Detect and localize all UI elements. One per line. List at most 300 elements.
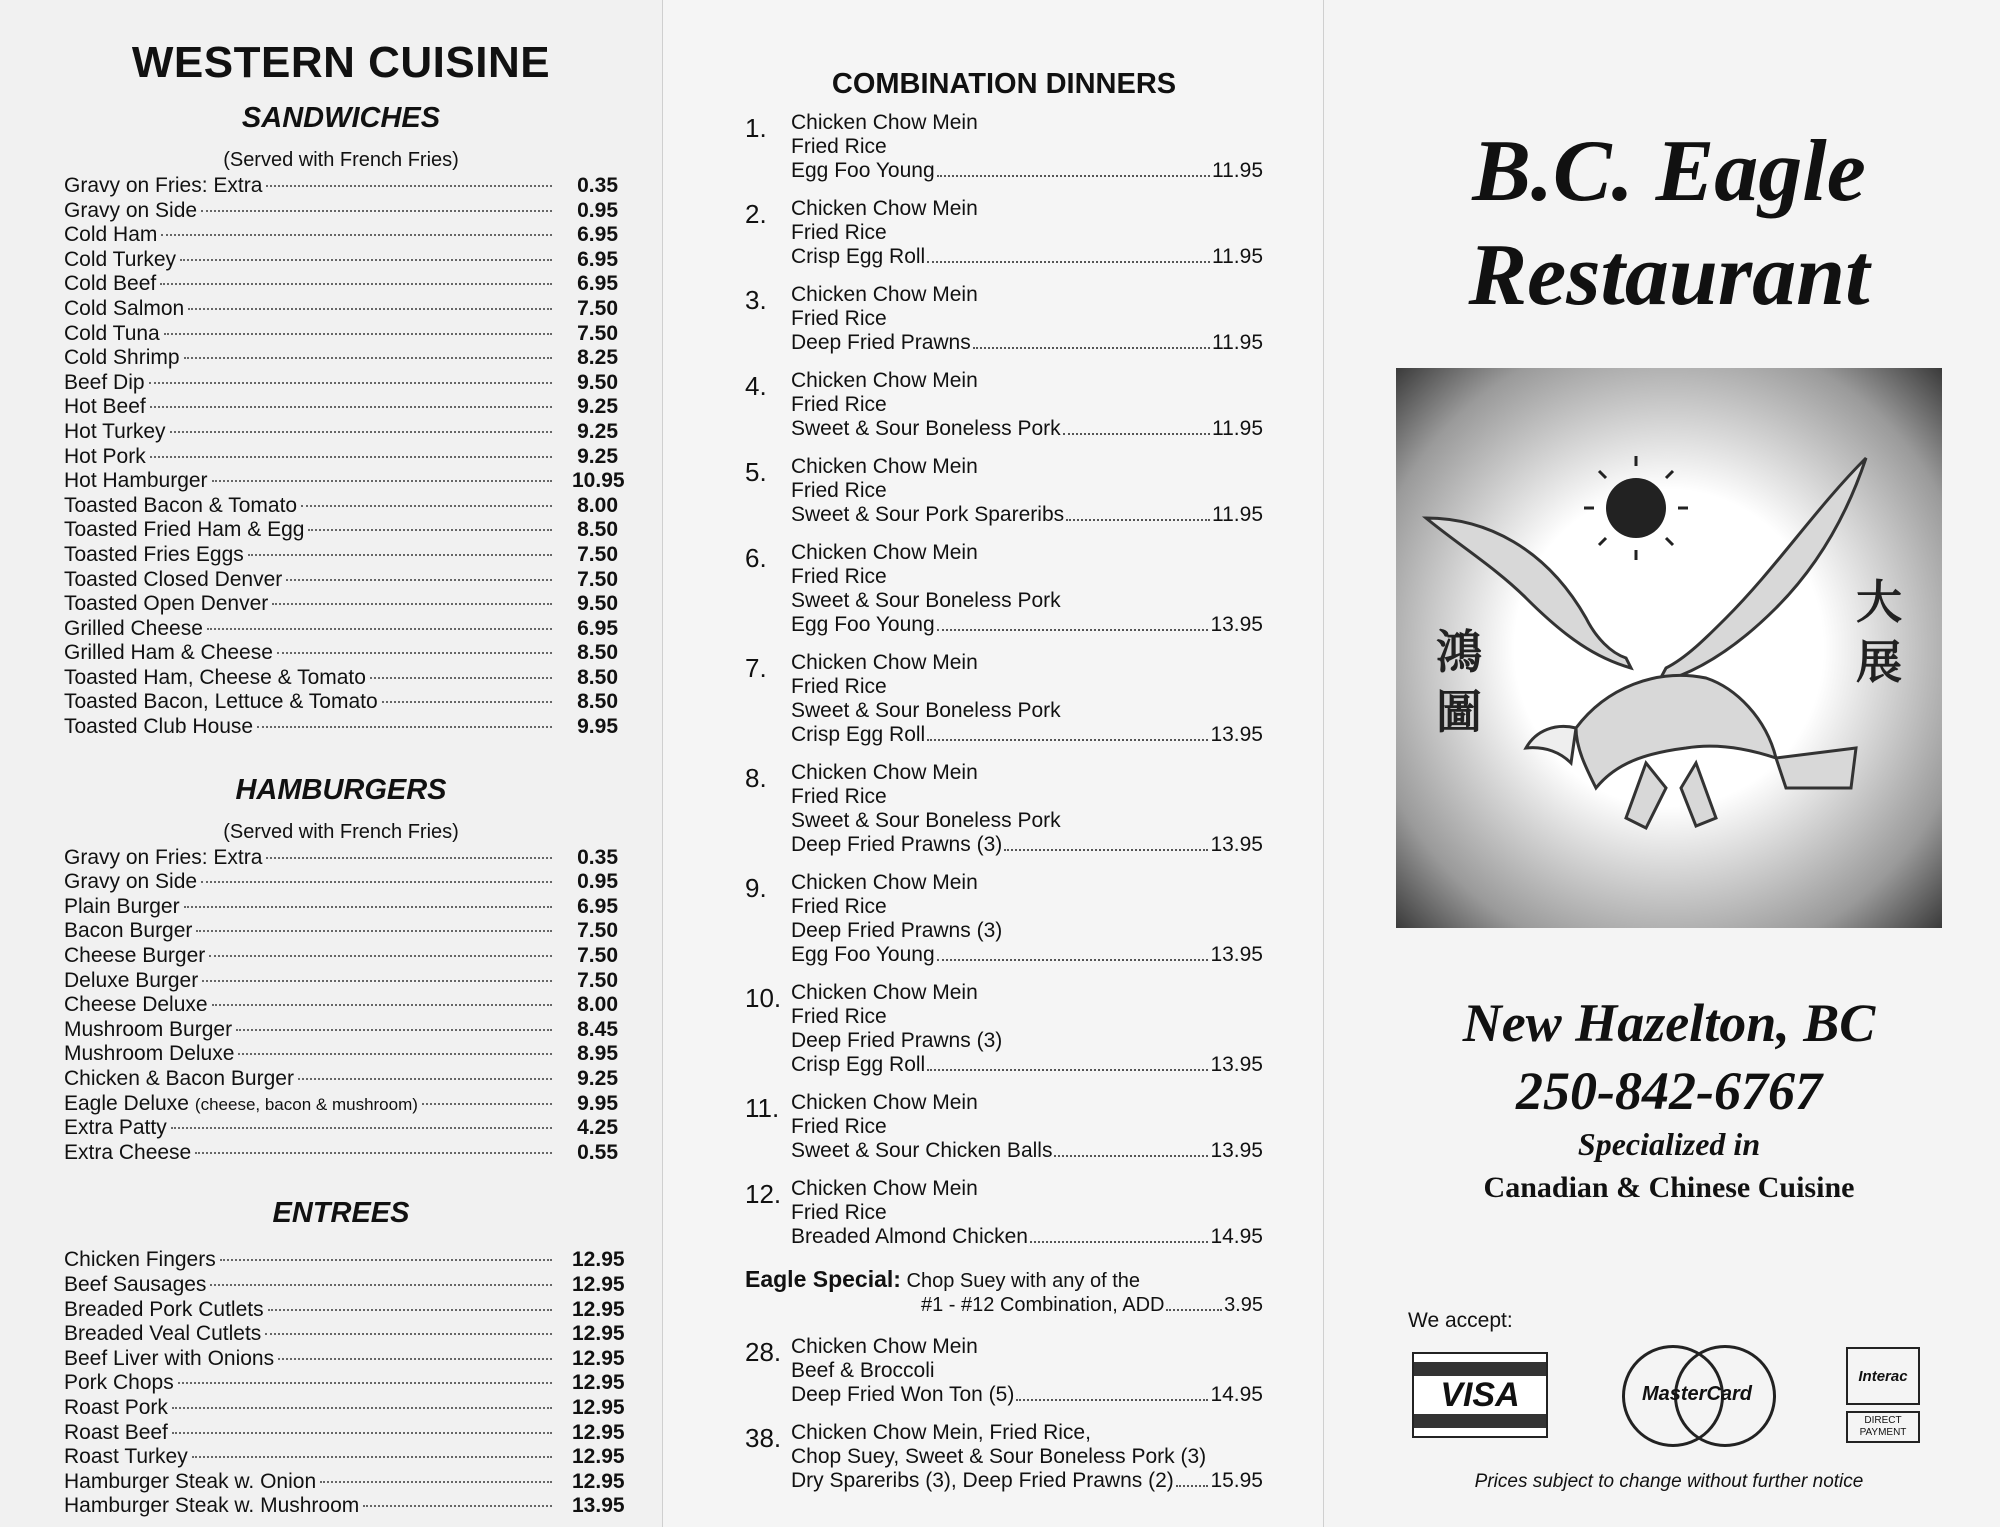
combo-line [791, 1139, 1263, 1163]
combo-dish: Fried Rice [791, 135, 887, 158]
menu-item [64, 494, 618, 519]
combo-dinner [745, 871, 1263, 967]
menu-item [64, 641, 618, 666]
combo-dinner [745, 541, 1263, 637]
menu-item-price: 0.95 [577, 870, 618, 894]
leader-dots [178, 1382, 552, 1384]
menu-item-price: 8.50 [577, 690, 618, 714]
eagle-special [745, 1267, 1263, 1317]
entrees-list [64, 1248, 625, 1519]
leader-dots [195, 1152, 552, 1154]
menu-item [64, 617, 618, 642]
leader-dots [937, 937, 1209, 961]
combo-dinner [745, 369, 1263, 441]
combo-dish: Chicken Chow Mein [791, 761, 978, 784]
menu-item-price: 12.95 [572, 1371, 625, 1395]
menu-item-name: Eagle Deluxe [64, 1091, 189, 1115]
combo-dinner [745, 981, 1263, 1077]
menu-item-price: 9.95 [577, 1091, 618, 1115]
combo-dish: Fried Rice [791, 221, 887, 244]
combo-line [791, 943, 1263, 967]
leader-dots [212, 1004, 552, 1006]
menu-item [64, 1420, 625, 1446]
menu-item-name: Breaded Veal Cutlets [64, 1322, 262, 1346]
combo-line [791, 1225, 1263, 1249]
menu-item [64, 518, 618, 543]
combo-dish: Fried Rice [791, 1115, 887, 1138]
combo-lines [791, 455, 1263, 527]
combo-line [791, 833, 1263, 857]
leader-dots [192, 1456, 552, 1458]
combination-list [745, 111, 1263, 1249]
leader-dots [268, 1309, 552, 1311]
combo-line [791, 417, 1263, 441]
hamburgers-heading: HAMBURGERS [235, 773, 447, 806]
menu-item-name: Grilled Ham & Cheese [64, 641, 273, 665]
combo-dish: Chicken Chow Mein [791, 1335, 978, 1358]
hamburgers-list [64, 846, 618, 1166]
menu-item-name: Gravy on Fries: Extra [64, 174, 263, 197]
menu-item-price: 7.50 [577, 542, 618, 566]
sandwiches-list [64, 174, 625, 740]
entrees-heading: ENTREES [272, 1197, 410, 1230]
menu-item-name: Toasted Closed Denver [64, 567, 283, 591]
menu-item [64, 297, 618, 322]
leader-dots [278, 1358, 552, 1360]
menu-item [64, 1395, 625, 1421]
leader-dots [184, 906, 552, 908]
combo-number: 7. [745, 653, 767, 683]
combo-dinner [745, 1177, 1263, 1249]
combo-dish: Fried Rice [791, 393, 887, 416]
menu-item-name: Hamburger Steak w. Onion [64, 1469, 317, 1493]
menu-item [64, 1018, 618, 1043]
menu-item-price: 9.25 [577, 395, 618, 419]
combo-price: 14.95 [1210, 1383, 1263, 1406]
combo-dish: Sweet & Sour Boneless Pork [791, 589, 1061, 612]
menu-item [64, 1116, 618, 1141]
menu-item-price: 0.35 [577, 845, 618, 869]
menu-item [64, 666, 618, 691]
menu-item-price: 6.95 [577, 272, 618, 296]
menu-item-price: 6.95 [577, 894, 618, 918]
restaurant-name-line1: B.C. Eagle [1472, 123, 1866, 220]
leader-dots [150, 456, 552, 458]
combo-price: 11.95 [1212, 331, 1263, 354]
leader-dots [265, 1333, 552, 1335]
combo-dish: Chicken Chow Mein [791, 283, 978, 306]
payment-methods [1412, 1345, 1920, 1445]
menu-item-price: 9.50 [577, 370, 618, 394]
combo-dish: Beef & Broccoli [791, 1359, 935, 1382]
combo-price: 13.95 [1210, 723, 1263, 746]
menu-item [64, 174, 618, 199]
leader-dots [149, 382, 552, 384]
menu-item-name: Cheese Deluxe [64, 993, 208, 1017]
combo-lines [791, 283, 1263, 355]
combo-dinner [745, 283, 1263, 355]
leader-dots [257, 726, 552, 728]
combo-lines [791, 651, 1263, 747]
leader-dots [170, 431, 552, 433]
leader-dots [266, 185, 552, 187]
combo-dish: Chicken Chow Mein [791, 1091, 978, 1114]
leader-dots [363, 1505, 552, 1507]
menu-item-name: Mushroom Deluxe [64, 1042, 235, 1066]
menu-item-price: 7.50 [577, 968, 618, 992]
combo-line [791, 111, 1263, 135]
leader-dots [201, 881, 552, 883]
combo-dish: Deep Fried Prawns [791, 331, 971, 354]
menu-item-price: 8.25 [577, 346, 618, 370]
leader-dots [927, 239, 1210, 263]
combo-dish: Deep Fried Prawns (3) [791, 919, 1003, 942]
menu-item-price: 0.35 [577, 174, 618, 197]
combo-price: 13.95 [1210, 833, 1263, 856]
sandwiches-note: (Served with French Fries) [223, 149, 459, 171]
menu-item [64, 1141, 618, 1166]
combo-number: 8. [745, 763, 767, 793]
combo-dish: Chicken Chow Mein [791, 455, 978, 478]
leader-dots [172, 1432, 552, 1434]
leader-dots [382, 701, 552, 703]
eagle-special-label: Eagle Special: [745, 1266, 901, 1292]
leader-dots [236, 1029, 552, 1031]
leader-dots [196, 930, 552, 932]
eagle-logo-image [1396, 368, 1942, 928]
combo-line [791, 159, 1263, 183]
leader-dots [1166, 1287, 1222, 1311]
combo-dinner [745, 111, 1263, 183]
menu-item-price: 12.95 [572, 1395, 625, 1419]
combo-dish: Chicken Chow Mein [791, 197, 978, 220]
we-accept-label: We accept: [1408, 1309, 1513, 1332]
menu-item-name: Gravy on Fries: Extra [64, 845, 263, 869]
combo-dish: Crisp Egg Roll [791, 723, 926, 746]
combo-dish: Chicken Chow Mein [791, 651, 978, 674]
combo-number: 6. [745, 543, 767, 573]
hamburgers-note: (Served with French Fries) [223, 820, 459, 843]
menu-item-name: Toasted Fries Eggs [64, 542, 244, 566]
menu-item-price: 8.45 [577, 1017, 618, 1041]
combo-dish: Deep Fried Prawns (3) [791, 833, 1003, 856]
combo-lines [791, 541, 1263, 637]
menu-item [64, 371, 618, 396]
leader-dots [209, 955, 552, 957]
menu-item-price: 12.95 [572, 1248, 625, 1272]
eagle-special-line1: Chop Suey with any of the [906, 1270, 1141, 1292]
combo-line [791, 245, 1263, 269]
menu-item-name: Roast Beef [64, 1420, 168, 1444]
menu-item-name: Extra Cheese [64, 1140, 192, 1164]
combo-number: 1. [745, 113, 767, 143]
menu-item-name: Beef Sausages [64, 1272, 207, 1296]
combo-line [791, 895, 1263, 919]
combo-dish: Chicken Chow Mein [791, 1177, 978, 1200]
combo-dish: Sweet & Sour Boneless Pork [791, 809, 1061, 832]
combo-dish: Fried Rice [791, 565, 887, 588]
menu-item-price: 6.95 [577, 247, 618, 271]
menu-item-name: Hot Turkey [64, 419, 166, 443]
leader-dots [298, 1078, 552, 1080]
menu-item-name: Roast Turkey [64, 1445, 188, 1469]
menu-item-price: 10.95 [572, 469, 625, 493]
menu-item-price: 9.95 [577, 715, 618, 739]
restaurant-name-line2: Restaurant [1468, 227, 1870, 324]
combo-dish: Fried Rice [791, 785, 887, 808]
menu-item-name: Roast Pork [64, 1395, 168, 1419]
combo-dish: Sweet & Sour Boneless Pork [791, 699, 1061, 722]
menu-item-name: Cold Beef [64, 272, 157, 296]
combo-line [791, 785, 1263, 809]
combo-line [791, 1177, 1263, 1201]
leader-dots [973, 325, 1210, 349]
leader-dots [150, 406, 552, 408]
menu-item-name: Extra Patty [64, 1116, 167, 1140]
leader-dots [1176, 1463, 1209, 1487]
extra-dinners-list [745, 1335, 1263, 1493]
leader-dots [1054, 1133, 1208, 1157]
combo-line [791, 565, 1263, 589]
combo-dish: Egg Foo Young [791, 943, 935, 966]
menu-item-price: 12.95 [572, 1420, 625, 1444]
leader-dots [210, 1284, 552, 1286]
menu-item-price: 12.95 [572, 1322, 625, 1346]
combo-line [791, 331, 1263, 355]
menu-item-price: 12.95 [572, 1346, 625, 1370]
menu-item-name: Cold Shrimp [64, 346, 180, 370]
leader-dots [164, 333, 552, 335]
sandwiches-heading: SANDWICHES [241, 102, 441, 134]
combo-dish: Chicken Chow Mein [791, 981, 978, 1004]
menu-item-name: Chicken Fingers [64, 1248, 216, 1272]
leader-dots [1066, 497, 1210, 521]
combo-line [791, 871, 1263, 895]
menu-item-price: 7.50 [577, 567, 618, 591]
combo-price: 11.95 [1212, 503, 1263, 526]
combo-number: 10. [745, 983, 782, 1013]
mastercard-logo-icon: MasterCard [1622, 1345, 1772, 1445]
combo-dish: Deep Fried Prawns (3) [791, 1029, 1003, 1052]
combo-dinner [745, 1335, 1263, 1407]
combo-dish: Fried Rice [791, 1005, 887, 1028]
menu-item [64, 944, 618, 969]
combo-line [791, 761, 1263, 785]
eagle-special-price: 3.95 [1224, 1294, 1263, 1316]
combo-lines [791, 761, 1263, 857]
combination-dinners-panel [662, 0, 1324, 1527]
leader-dots [937, 607, 1209, 631]
menu-item-name: Deluxe Burger [64, 968, 199, 992]
leader-dots [238, 1053, 552, 1055]
menu-item-name: Toasted Fried Ham & Egg [64, 518, 305, 542]
combo-dish: Crisp Egg Roll [791, 1053, 926, 1076]
combo-dish: Sweet & Sour Pork Spareribs [791, 503, 1065, 526]
combo-dish: Fried Rice [791, 675, 887, 698]
menu-item-name: Gravy on Side [64, 870, 198, 894]
leader-dots [266, 857, 552, 859]
menu-item-name: Toasted Ham, Cheese & Tomato [64, 665, 366, 689]
leader-dots [370, 677, 552, 679]
combination-dinners-title: COMBINATION DINNERS [831, 68, 1177, 100]
svg-text:展: 展 [1856, 635, 1902, 689]
combo-number: 3. [745, 285, 767, 315]
menu-item-price: 7.50 [577, 944, 618, 968]
combo-price: 13.95 [1210, 613, 1263, 636]
combo-price: 13.95 [1210, 943, 1263, 966]
menu-item [64, 346, 618, 371]
menu-item-name: Hot Hamburger [64, 469, 208, 493]
menu-item [64, 715, 618, 740]
combo-dish: Sweet & Sour Chicken Balls [791, 1139, 1053, 1162]
leader-dots [212, 480, 552, 482]
menu-item-name: Cold Salmon [64, 296, 185, 320]
leader-dots [188, 308, 552, 310]
menu-item-name: Gravy on Side [64, 198, 198, 222]
combo-number: 12. [745, 1179, 782, 1209]
menu-item [64, 1494, 625, 1519]
leader-dots [1063, 411, 1210, 435]
combo-lines [791, 1421, 1263, 1493]
menu-item [64, 248, 618, 273]
combo-number: 4. [745, 371, 767, 401]
menu-item-name: Cold Turkey [64, 247, 177, 271]
menu-item-price: 9.25 [577, 419, 618, 443]
leader-dots [272, 603, 552, 605]
leader-dots [171, 1127, 552, 1129]
combo-dish: Chop Suey, Sweet & Sour Boneless Pork (3) [791, 1445, 1207, 1468]
combo-lines [791, 871, 1263, 967]
menu-item-price: 13.95 [572, 1494, 625, 1518]
menu-item [64, 469, 625, 494]
leader-dots [160, 283, 552, 285]
combo-line [791, 613, 1263, 637]
combo-dinner [745, 197, 1263, 269]
menu-item-name: Hot Beef [64, 395, 146, 419]
menu-item [64, 199, 618, 224]
combo-line [791, 1469, 1263, 1493]
combo-dish: Deep Fried Won Ton (5) [791, 1383, 1015, 1406]
menu-item [64, 223, 618, 248]
combo-line [791, 1005, 1263, 1029]
menu-item [64, 870, 618, 895]
menu-item-detail: (cheese, bacon & mushroom) [194, 1094, 418, 1114]
menu-item [64, 1469, 625, 1495]
menu-item-price: 8.50 [577, 518, 618, 542]
combo-dish: Chicken Chow Mein [791, 871, 978, 894]
sun-icon [1584, 456, 1688, 560]
menu-item [64, 1272, 625, 1298]
combo-dish: Fried Rice [791, 1201, 887, 1224]
combo-lines [791, 1335, 1263, 1407]
combo-line [791, 369, 1263, 393]
menu-item-price: 0.95 [577, 198, 618, 222]
leader-dots [937, 153, 1210, 177]
menu-item [64, 1248, 625, 1273]
leader-dots [161, 234, 552, 236]
combo-dinner [745, 455, 1263, 527]
combo-lines [791, 981, 1263, 1077]
leader-dots [201, 210, 552, 212]
leader-dots [927, 717, 1208, 741]
menu-item-name: Plain Burger [64, 894, 180, 918]
menu-item [64, 1371, 625, 1396]
combo-lines [791, 197, 1263, 269]
combo-dish: Fried Rice [791, 307, 887, 330]
specialized-in: Specialized in [1577, 1126, 1761, 1162]
combo-number: 11. [745, 1093, 780, 1123]
cover-panel [1324, 0, 2000, 1527]
leader-dots [172, 1407, 552, 1409]
menu-item [64, 445, 618, 470]
menu-item-price: 9.25 [577, 1067, 618, 1090]
price-notice: Prices subject to change without further notice [1474, 1471, 1864, 1492]
menu-item-name: Breaded Pork Cutlets [64, 1297, 264, 1321]
combo-price: 15.95 [1210, 1469, 1263, 1492]
leader-dots [202, 980, 552, 982]
menu-item-price: 8.50 [577, 665, 618, 689]
visa-logo-icon: VISA [1412, 1352, 1548, 1438]
menu-item-name: Toasted Bacon, Lettuce & Tomato [64, 690, 378, 714]
combo-dish: Egg Foo Young [791, 159, 935, 182]
menu-item-price: 9.25 [577, 444, 618, 468]
menu-item-price: 7.50 [577, 321, 618, 345]
menu-item [64, 1092, 618, 1117]
leader-dots [1004, 827, 1208, 851]
chinese-left-text: 鴻 [1436, 625, 1482, 679]
menu-item [64, 1445, 625, 1470]
combo-number: 2. [745, 199, 767, 229]
menu-item-price: 6.95 [577, 223, 618, 247]
menu-item-price: 8.50 [577, 641, 618, 665]
menu-item [64, 322, 618, 347]
menu-item [64, 690, 618, 715]
combo-lines [791, 1177, 1263, 1249]
menu-item-price: 9.50 [577, 592, 618, 616]
combo-line [791, 1335, 1263, 1359]
menu-item-name: Grilled Cheese [64, 616, 203, 640]
menu-item [64, 993, 618, 1018]
menu-item-name: Hamburger Steak w. Mushroom [64, 1494, 360, 1518]
menu-item-name: Toasted Club House [64, 715, 254, 739]
combo-dish: Crisp Egg Roll [791, 245, 926, 268]
combo-line [791, 503, 1263, 527]
menu-item-price: 12.95 [572, 1445, 625, 1469]
combo-line [791, 981, 1263, 1005]
leader-dots [422, 1103, 552, 1105]
menu-item-name: Mushroom Burger [64, 1017, 233, 1041]
menu-item-price: 8.95 [577, 1042, 618, 1066]
combo-dish: Chicken Chow Mein [791, 369, 978, 392]
combo-line [791, 455, 1263, 479]
menu-item-price: 12.95 [572, 1297, 625, 1321]
menu-item-price: 8.00 [577, 993, 618, 1017]
menu-item-name: Toasted Open Denver [64, 592, 269, 616]
menu-item [64, 895, 618, 920]
menu-item [64, 1346, 625, 1372]
menu-item-name: Cold Ham [64, 223, 158, 247]
menu-item [64, 592, 618, 617]
combo-lines [791, 111, 1263, 183]
combo-line [791, 651, 1263, 675]
eagle-illustration [1396, 368, 1942, 928]
leader-dots [207, 628, 552, 630]
menu-item [64, 1322, 625, 1347]
combo-line [791, 1091, 1263, 1115]
combo-dinner [745, 1421, 1263, 1493]
leader-dots [1016, 1377, 1208, 1401]
combo-price: 14.95 [1210, 1225, 1263, 1248]
